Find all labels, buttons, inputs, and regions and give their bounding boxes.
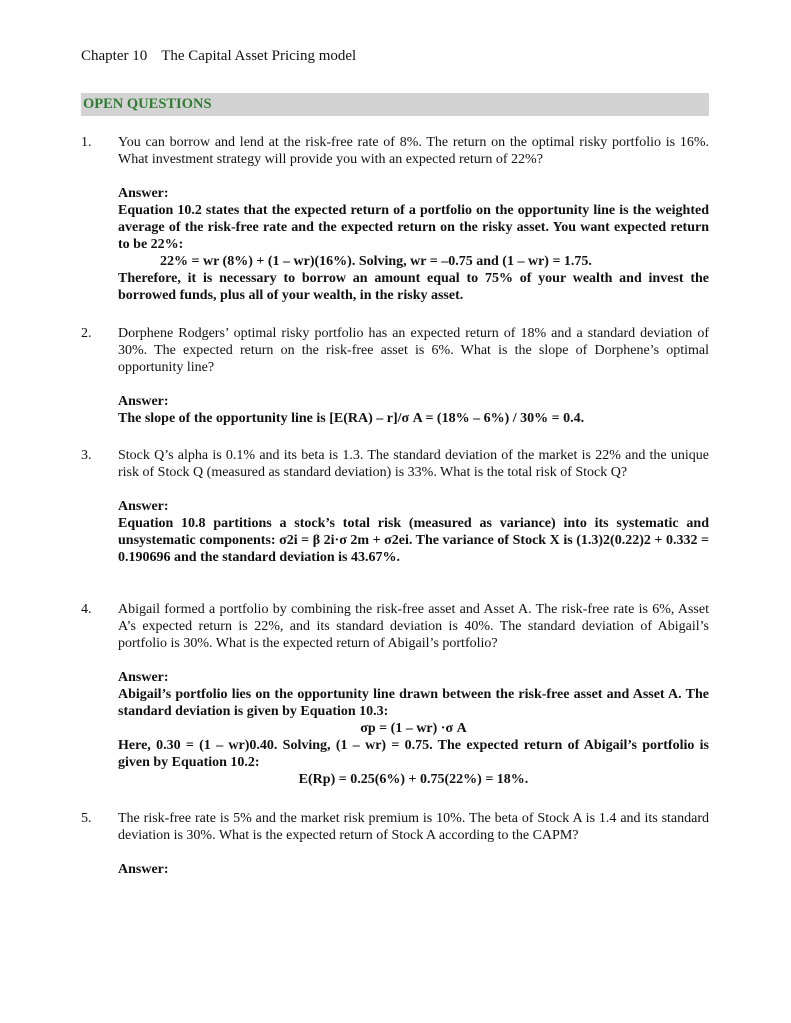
question-number: 1. [81,135,92,150]
answer-label: Answer: [118,499,169,514]
answer-block [118,669,709,788]
chapter-label: Chapter 10 [81,48,148,64]
question-text: The risk-free rate is 5% and the market risk premium is 10%. The beta of Stock A is 1.4 and its standard deviation is 30%. What is the expected return of Stock A according to the CAPM? [118,811,709,843]
question-number: 5. [81,811,92,826]
question-number: 2. [81,326,92,341]
answer-equation: 22% = wr (8%) + (1 – wr)(16%). Solving, wr = –0.75 and (1 – wr) = 1.75. [160,254,592,269]
answer-label: Answer: [118,862,169,877]
answer-line: Equation 10.8 partitions a stock’s total risk (measured as variance) into its systematic and unsystematic components: σ2i = β 2i·σ 2m + σ2ei. The variance of Stock X is (1.3)2(0.22)2 + 0.332 = 0.190696 and the standard deviation is 43.67%. [118,516,709,565]
answer-label: Answer: [118,394,169,409]
section-heading-bar [81,93,709,116]
answer-block [118,185,709,304]
answer-label: Answer: [118,670,169,685]
question-text: Abigail formed a portfolio by combining the risk-free asset and Asset A. The risk-free rate is 6%, Asset A’s expected return is 22%, and its standard deviation is 40%. The standard deviation of Abigail’s portfolio is 30%. What is the expected return of Abigail’s portfolio? [118,602,709,651]
answer-equation: σp = (1 – wr) ·σ A [360,721,467,736]
answer-label: Answer: [118,186,169,201]
question-number: 3. [81,448,92,463]
answer-line: Abigail’s portfolio lies on the opportunity line drawn between the risk-free asset and Asset A. The standard deviation is given by Equation 10.3: [118,687,709,719]
answer-line: Here, 0.30 = (1 – wr)0.40. Solving, (1 – wr) = 0.75. The expected return of Abigail’s portfolio is given by Equation 10.2: [118,738,709,770]
answer-line: Therefore, it is necessary to borrow an amount equal to 75% of your wealth and invest the borrowed funds, plus all of your wealth, in the risky asset. [118,271,709,303]
question-4 [81,601,709,788]
question-text: You can borrow and lend at the risk-free rate of 8%. The return on the optimal risky portfolio is 16%. What investment strategy will provide you with an expected return of 22%? [118,135,709,167]
question-text: Dorphene Rodgers’ optimal risky portfolio has an expected return of 18% and a standard deviation of 30%. The expected return on the risk-free asset is 6%. What is the slope of Dorphene’s optimal opportunity line? [118,326,709,375]
answer-line: Equation 10.2 states that the expected return of a portfolio on the opportunity line is the weighted average of the risk-free rate and the expected return on the risky asset. You want expected return to be 22%: [118,203,709,252]
question-1 [81,134,709,304]
answer-block [118,498,709,566]
answer-block [118,861,709,878]
question-3 [81,447,709,566]
section-title: OPEN QUESTIONS [83,96,212,112]
question-number: 4. [81,602,92,617]
question-2 [81,325,709,427]
answer-equation: E(Rp) = 0.25(6%) + 0.75(22%) = 18%. [298,772,529,787]
question-5 [81,810,709,878]
page-header [81,48,356,65]
question-text: Stock Q’s alpha is 0.1% and its beta is 1.3. The standard deviation of the market is 22% and the unique risk of Stock Q (measured as standard deviation) is 33%. What is the total risk of Stock Q? [118,448,709,480]
answer-line: The slope of the opportunity line is [E(RA) – r]/σ A = (18% – 6%) / 30% = 0.4. [118,411,585,426]
answer-block [118,393,709,427]
chapter-title: The Capital Asset Pricing model [161,48,357,64]
